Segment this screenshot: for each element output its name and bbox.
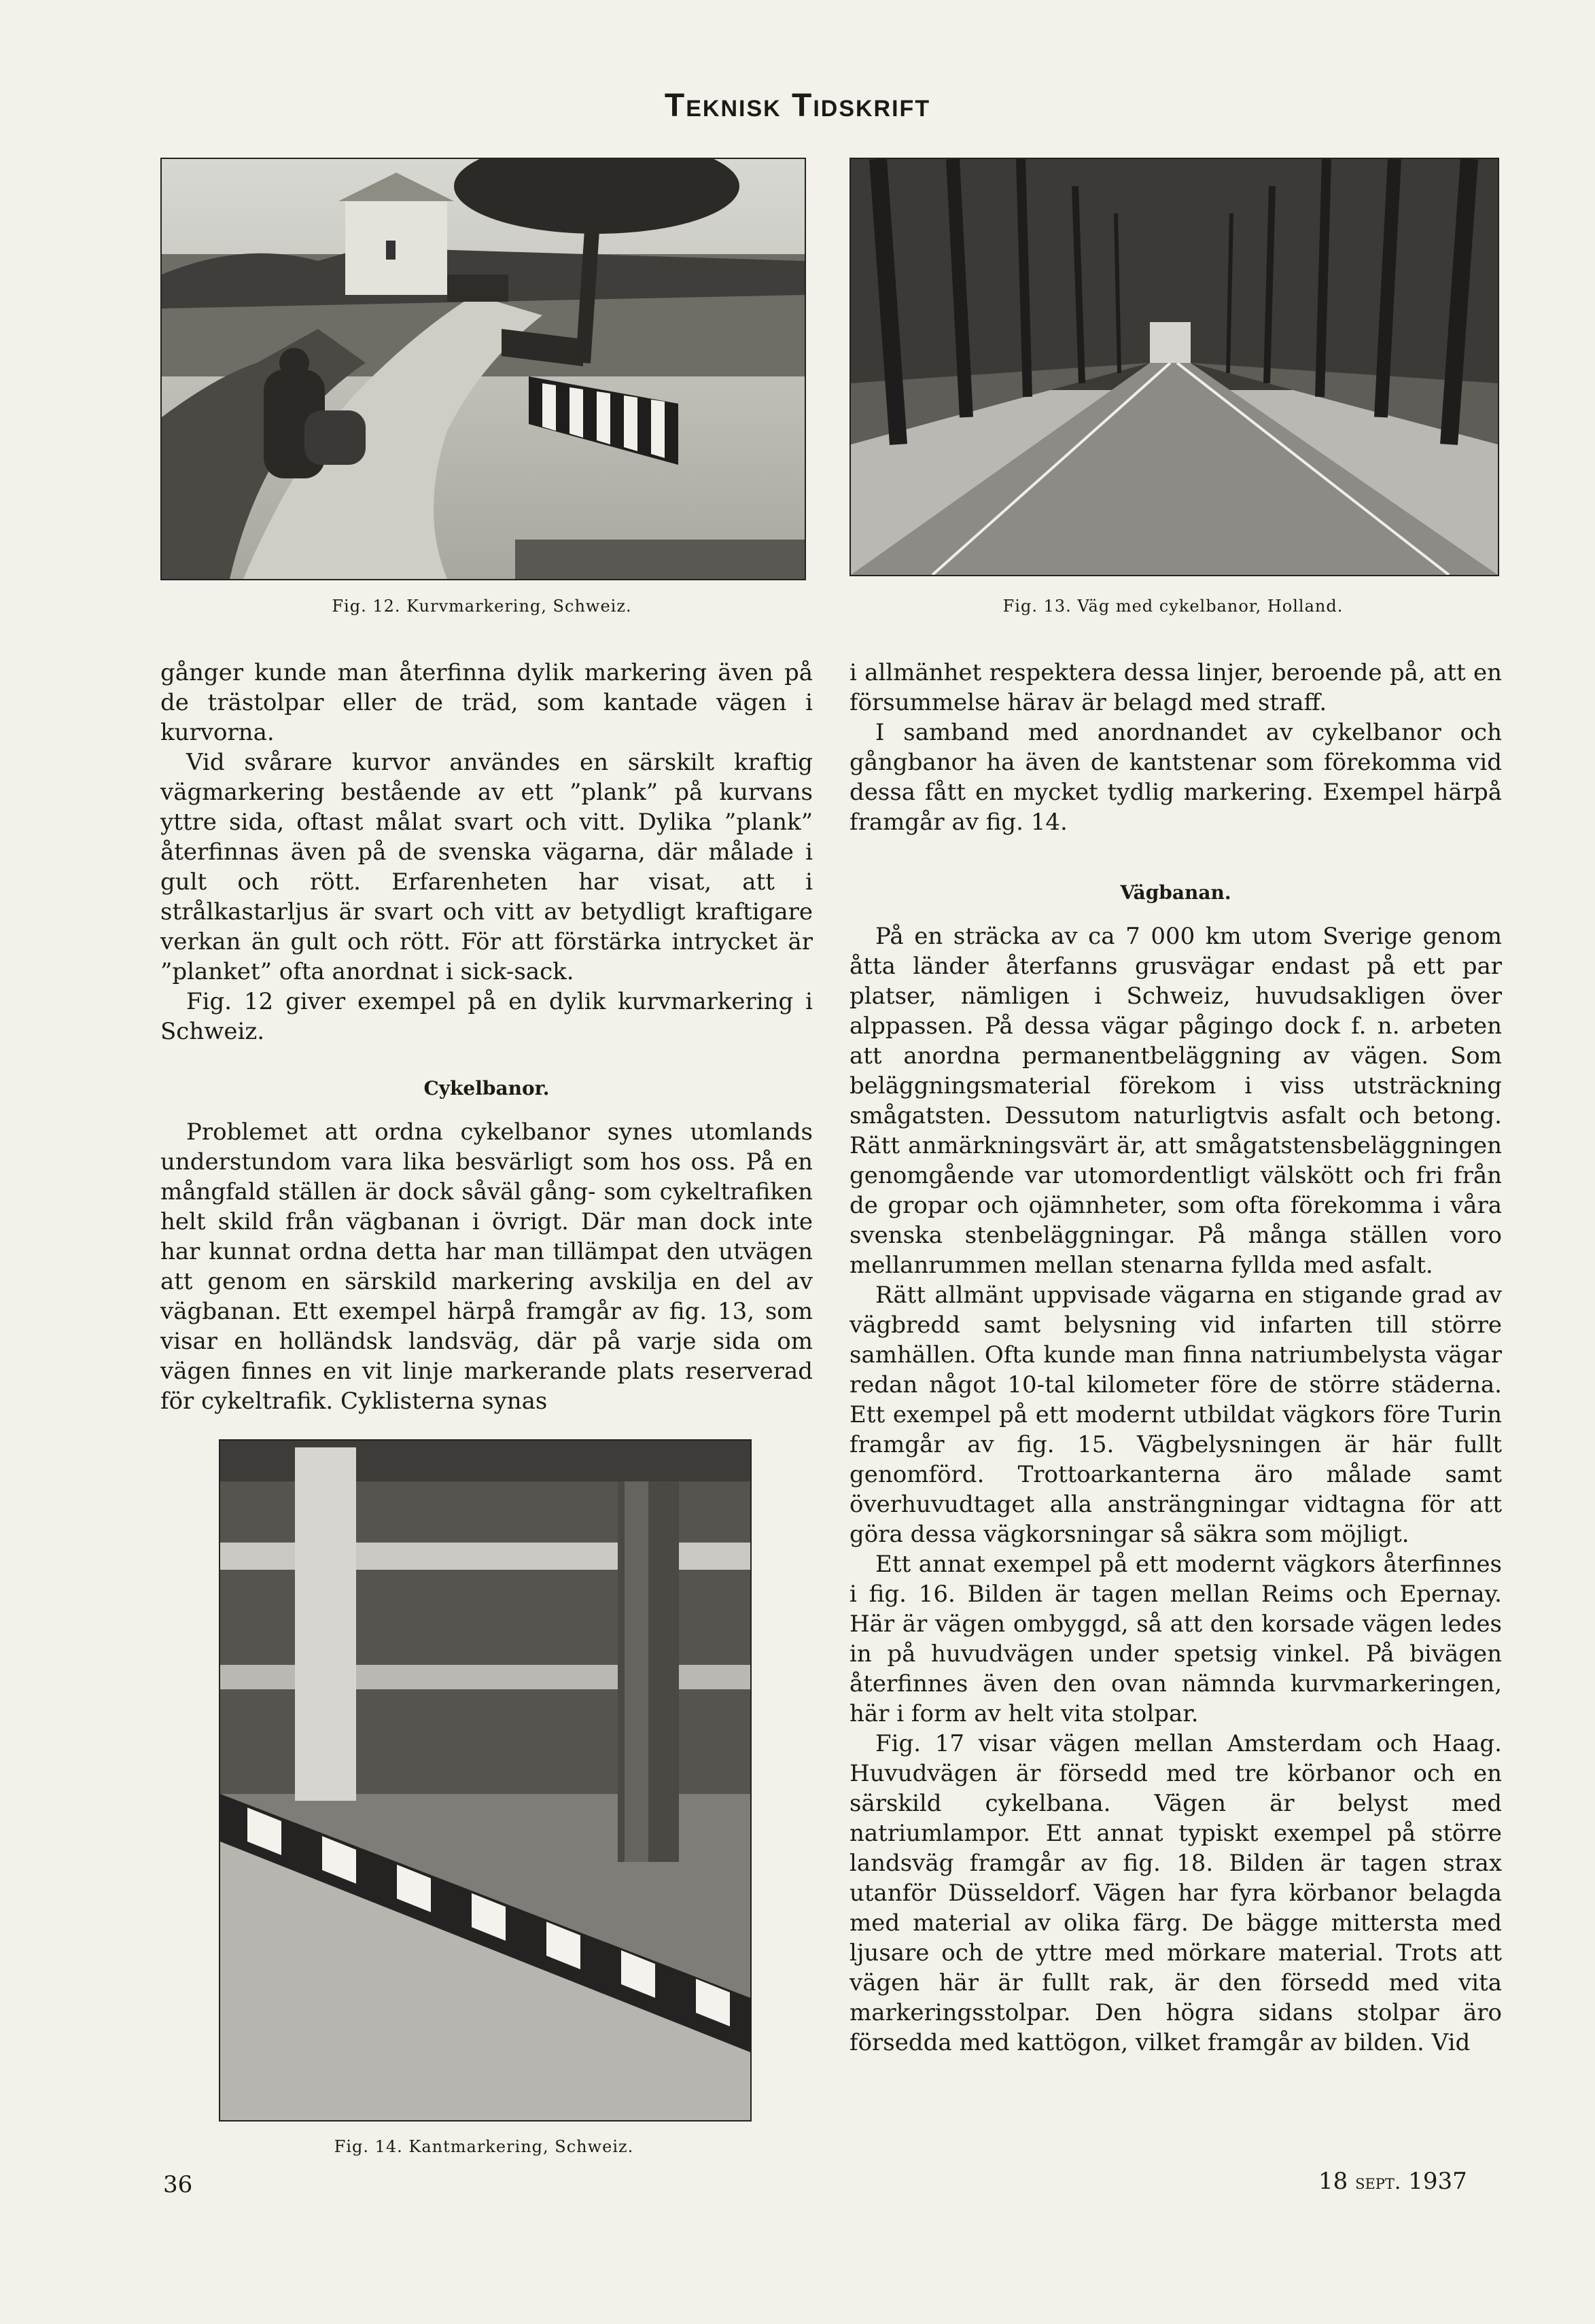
date-month: sept. [1355, 2170, 1401, 2194]
right-paragraph-2: I samband med anordnandet av cykelbanor och gångbanor ha även de kantstenar som förekomma vid dessa fått en mycket tydlig markering. Exempel härpå framgår av fig. 14. [849, 719, 1502, 836]
journal-title: Teknisk Tidskrift [664, 88, 931, 124]
date-day: 18 [1318, 2168, 1348, 2195]
left-paragraph-4: Problemet att ordna cykelbanor synes utomlands understundom vara lika besvärligt som hos oss. På en mångfald ställen är dock såväl gång- som cykeltrafiken helt skild från vägbanan i övrigt. Där man dock inte har kunnat ordna detta har man tillämpat den utvägen att genom en särskild markering avskilja en del av vägbanan. Ett exempel härpå framgår av fig. 13, som visar en holländsk landsväg, där på varje sida om vägen finnes en vit linje markerande plats reserverad för cykeltrafik. Cyklisterna synas [160, 1119, 813, 1415]
issue-date [1318, 2168, 1467, 2195]
fig-13-caption: Fig. 13. Väg med cykelbanor, Holland. [1002, 597, 1344, 616]
right-paragraph-5: Ett annat exempel på ett modernt vägkors återfinnes i fig. 16. Bilden är tagen mellan Reims och Epernay. Här är vägen ombyggd, så att den korsade vägen ledes in på huvudvägen under spetsig vinkel. På bivägen återfinnes även den ovan nämnda kurvmarkeringen, här i form av helt vita stolpar. [849, 1551, 1502, 1727]
fig-12-caption: Fig. 12. Kurvmarkering, Schweiz. [332, 597, 632, 616]
fig-14-caption: Fig. 14. Kantmarkering, Schweiz. [334, 2137, 634, 2156]
heading-vagbanan: Vägbanan. [1120, 881, 1231, 904]
fig-14-photo [219, 1439, 752, 2121]
left-paragraph-1: gånger kunde man återfinna dylik markering även på de trästolpar eller de träd, som kantade vägen i kurvorna. [160, 659, 813, 746]
left-column [160, 658, 813, 1416]
right-column [849, 658, 1502, 2058]
right-paragraph-6: Fig. 17 visar vägen mellan Amsterdam och Haag. Huvudvägen är försedd med tre körbanor och en särskild cykelbana. Vägen är belyst med natriumlampor. Ett annat typiskt exempel på större landsväg framgår av fig. 18. Bilden är tagen strax utanför Düsseldorf. Vägen har fyra körbanor belagda med material av olika färg. De bägge mittersta med ljusare och de yttre med mörkare material. Trots att vägen här är fullt rak, är den försedd med vita markeringsstolpar. Den högra sidans stolpar äro försedda med kattögon, vilket framgår av bilden. Vid [849, 1730, 1502, 2056]
left-paragraph-3: Fig. 12 giver exempel på en dylik kurvmarkering i Schweiz. [160, 988, 813, 1045]
page-number: 36 [163, 2171, 193, 2198]
right-paragraph-3: På en sträcka av ca 7 000 km utom Sverige genom åtta länder återfanns grusvägar endast på ett par platser, nämligen i Schweiz, huvudsakligen över alppassen. På dessa vägar pågingo dock f. n. arbeten att anordna permanentbeläggning av vägen. Som beläggningsmaterial förekom i viss utsträckning smågatsten. Dessutom naturligtvis asfalt och betong. Rätt anmärkningsvärt är, att smågatstensbeläggningen genomgående var utomordentligt välskött och fri från de gropar och ojämnheter, som ofta förekomma i våra svenska stenbeläggningar. På många ställen voro mellanrummen mellan stenarna fyllda med asfalt. [849, 923, 1502, 1279]
date-year: 1937 [1408, 2168, 1467, 2195]
fig-13-photo [849, 158, 1499, 576]
heading-cykelbanor: Cykelbanor. [423, 1077, 550, 1099]
left-paragraph-2: Vid svårare kurvor användes en särskilt kraftig vägmarkering bestående av ett ”plank” på kurvans yttre sida, oftast målat svart och vitt. Dylika ”plank” återfinnas även på de svenska vägarna, där målade i gult och rött. Erfarenheten har visat, att i strålkastarljus är svart och vitt av betydligt kraftigare verkan än gult och rött. För att förstärka intrycket är ”planket” ofta anordnat i sick-sack. [160, 749, 813, 985]
right-paragraph-1: i allmänhet respektera dessa linjer, beroende på, att en försummelse härav är belagd med straff. [849, 659, 1502, 716]
right-paragraph-4: Rätt allmänt uppvisade vägarna en stigande grad av vägbredd samt belysning vid infarten till större samhällen. Ofta kunde man finna natriumbelysta vägar redan något 10-tal kilometer före de större städerna. Ett exempel på ett modernt utbildat vägkors före Turin framgår av fig. 15. Vägbelysningen är här fullt genomförd. Trottoarkanterna äro målade samt överhuvudtaget alla ansträngningar vidtagna för att göra dessa vägkorsningar så säkra som möjligt. [849, 1282, 1502, 1548]
fig-12-photo [160, 158, 806, 580]
